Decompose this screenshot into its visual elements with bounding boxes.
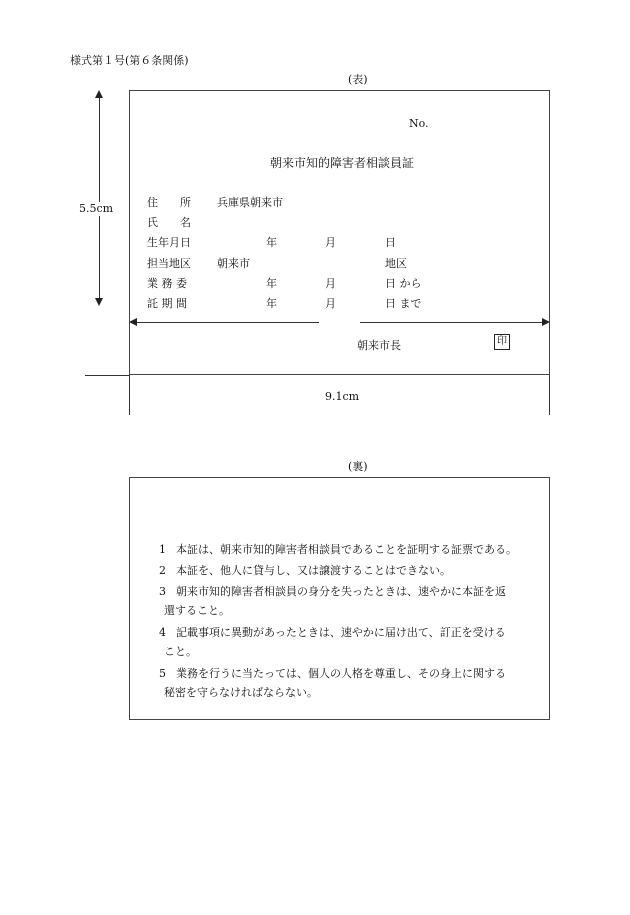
note-3-continuation: 還すること。 [164,604,230,617]
arrow-down-icon [95,298,103,306]
arrow-left-icon [129,318,137,326]
note-5-number: 5 [159,667,166,680]
card-title: 朝来市知的障害者相談員証 [270,156,415,170]
note-1-number: 1 [159,543,166,556]
birthdate-year-unit: 年 [266,236,277,249]
start-year-unit: 年 [266,277,277,290]
width-dimension-label: 9.1cm [325,390,360,403]
birthdate-month-unit: 月 [325,236,336,249]
issuer-label: 朝来市長 [357,339,401,352]
number-label: No. [409,117,429,130]
commission-label: 業 務 委 [147,277,187,290]
note-3-number: 3 [159,585,166,598]
term-label: 託 期 間 [147,297,187,310]
birthdate-day-unit: 日 [385,236,396,249]
note-4-text: 記載事項に異動があったときは、速やかに届け出て、訂正を受ける [176,626,506,639]
note-4-number: 4 [159,626,166,639]
name-label: 氏 名 [147,216,191,229]
note-2-text: 本証を、他人に貸与し、又は譲渡することはできない。 [176,564,451,577]
left-extension-line [129,375,130,415]
address-value: 兵庫県朝来市 [217,196,283,209]
address-label: 住 所 [147,196,191,209]
arrow-right-icon [542,318,550,326]
front-card [129,90,550,375]
note-5-continuation: 秘密を守らなければならない。 [164,686,318,699]
note-5-text: 業務を行うに当たっては、個人の人格を尊重し、その身上に関する [176,667,506,680]
note-2-number: 2 [159,564,166,577]
right-extension-line [549,375,550,415]
front-side-label: (表) [348,73,368,86]
note-3-text: 朝来市知的障害者相談員の身分を失ったときは、速やかに本証を返 [176,585,506,598]
start-day-suffix: 日 から [385,277,422,290]
area-suffix: 地区 [385,257,407,270]
end-year-unit: 年 [266,297,277,310]
area-label: 担当地区 [147,257,191,270]
end-month-unit: 月 [325,297,336,310]
width-dimension-line-left [133,322,319,323]
form-label: 様式第１号(第６条関係) [70,54,189,67]
end-day-suffix: 日 まで [385,297,422,310]
note-1-text: 本証は、朝来市知的障害者相談員であることを証明する証票である。 [176,543,517,556]
arrow-up-icon [95,90,103,98]
height-dimension-line [99,92,100,302]
back-side-label: (裏) [348,460,368,473]
note-4-continuation: こと。 [164,645,197,658]
area-value: 朝来市 [217,257,250,270]
bottom-extension-line [85,375,129,376]
seal-stamp: 印 [494,334,510,350]
birthdate-label: 生年月日 [147,236,191,249]
width-dimension-line-right [360,322,546,323]
height-dimension-label: 5.5cm [79,202,114,215]
start-month-unit: 月 [325,277,336,290]
